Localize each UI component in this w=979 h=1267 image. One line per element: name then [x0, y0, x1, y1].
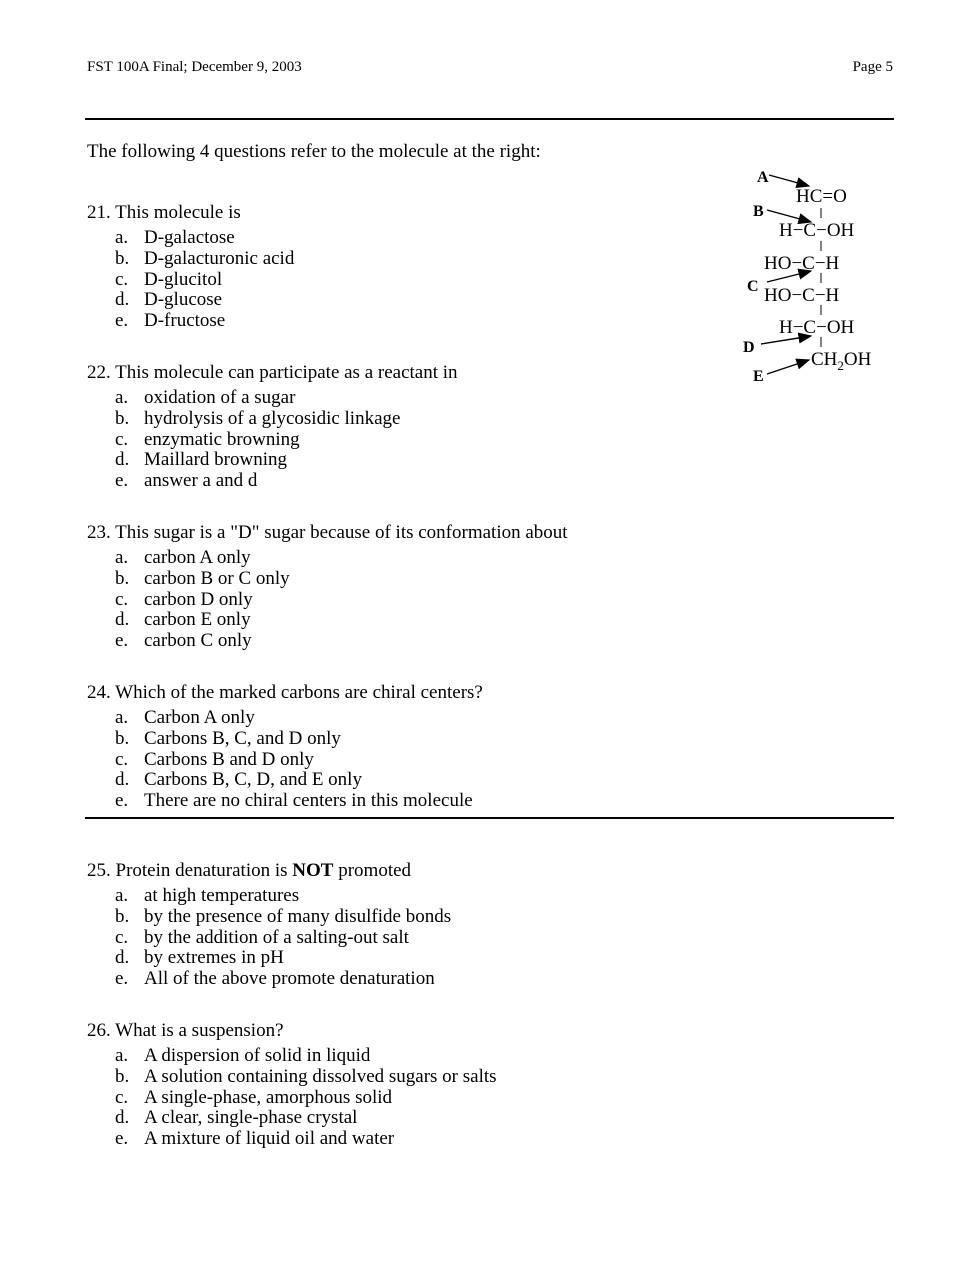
option-item: b. carbon B or C only — [115, 567, 290, 589]
option-item: a. Carbon A only — [115, 707, 255, 728]
label-d: D — [743, 339, 755, 356]
option-item: c. A single-phase, amorphous solid — [115, 1086, 393, 1108]
header-course-title: FST 100A Final; December 9, 2003 — [87, 59, 302, 75]
option-item: b. hydrolysis of a glycosidic linkage — [115, 407, 401, 429]
option-item: b. Carbons B, C, and D only — [115, 727, 341, 749]
question-26 — [87, 1020, 497, 1150]
molecule-svg — [735, 160, 895, 390]
option-list — [87, 548, 568, 652]
question-stem: 23. This sugar is a "D" sugar because of its conformation about — [87, 522, 568, 543]
option-list — [87, 388, 458, 492]
option-item: b. A solution containing dissolved sugars or salts — [115, 1065, 497, 1087]
row-carbon-3: HO−C−H — [764, 285, 840, 306]
option-item: e. D-fructose — [115, 310, 226, 332]
question-stem: 22. This molecule can participate as a reactant in — [87, 362, 458, 383]
label-b: B — [753, 203, 764, 220]
option-item: c. D-glucitol — [115, 268, 223, 290]
option-item: d. Carbons B, C, D, and E only — [115, 769, 362, 791]
option-item: a. D-galactose — [115, 227, 235, 248]
question-22 — [87, 362, 458, 492]
question-25 — [87, 860, 451, 990]
option-item: a. at high temperatures — [115, 885, 300, 906]
option-list — [87, 1046, 497, 1150]
label-c: C — [747, 278, 759, 295]
question-stem: 26. What is a suspension? — [87, 1020, 284, 1041]
option-item: c. carbon D only — [115, 588, 253, 610]
label-a: A — [757, 169, 769, 186]
option-item: e. All of the above promote denaturation — [115, 968, 435, 990]
option-item: b. D-galacturonic acid — [115, 247, 295, 269]
option-item: e. A mixture of liquid oil and water — [115, 1128, 395, 1150]
row-aldehyde: HC=O — [796, 186, 847, 207]
row-carbon-b: H−C−OH — [779, 220, 855, 241]
option-item: d. carbon E only — [115, 609, 251, 631]
option-item: a. A dispersion of solid in liquid — [115, 1045, 371, 1066]
label-e: E — [753, 368, 764, 385]
row-carbon-d: H−C−OH — [779, 317, 855, 338]
option-item: b. by the presence of many disulfide bonds — [115, 905, 452, 927]
option-list — [87, 708, 483, 812]
row-carbon-c: HO−C−H — [764, 253, 840, 274]
option-list — [87, 228, 294, 332]
section-intro: The following 4 questions refer to the molecule at the right: — [87, 141, 541, 162]
question-stem: 25. Protein denaturation is NOT promoted — [87, 860, 412, 881]
question-stem: 21. This molecule is — [87, 202, 241, 223]
molecule-structure — [735, 160, 895, 390]
question-21 — [87, 202, 294, 332]
top-divider — [85, 118, 894, 120]
question-23 — [87, 522, 568, 652]
option-item: c. Carbons B and D only — [115, 748, 314, 770]
option-item: c. by the addition of a salting-out salt — [115, 926, 409, 948]
option-item: d. A clear, single-phase crystal — [115, 1107, 358, 1129]
option-item: e. carbon C only — [115, 630, 252, 652]
option-item: d. Maillard browning — [115, 449, 288, 471]
section-divider — [85, 817, 894, 819]
option-item: a. carbon A only — [115, 547, 251, 568]
header-page-number: Page 5 — [852, 59, 893, 75]
option-item: d. D-glucose — [115, 289, 223, 311]
option-item: e. answer a and d — [115, 470, 258, 492]
option-item: d. by extremes in pH — [115, 947, 284, 969]
question-stem: 24. Which of the marked carbons are chiral centers? — [87, 682, 483, 703]
option-item: c. enzymatic browning — [115, 428, 300, 450]
option-item: e. There are no chiral centers in this molecule — [115, 790, 473, 812]
question-24 — [87, 682, 483, 812]
row-hydroxymethyl: $CH_2OH$ — [811, 349, 872, 373]
option-item: a. oxidation of a sugar — [115, 387, 296, 408]
option-list — [87, 886, 451, 990]
